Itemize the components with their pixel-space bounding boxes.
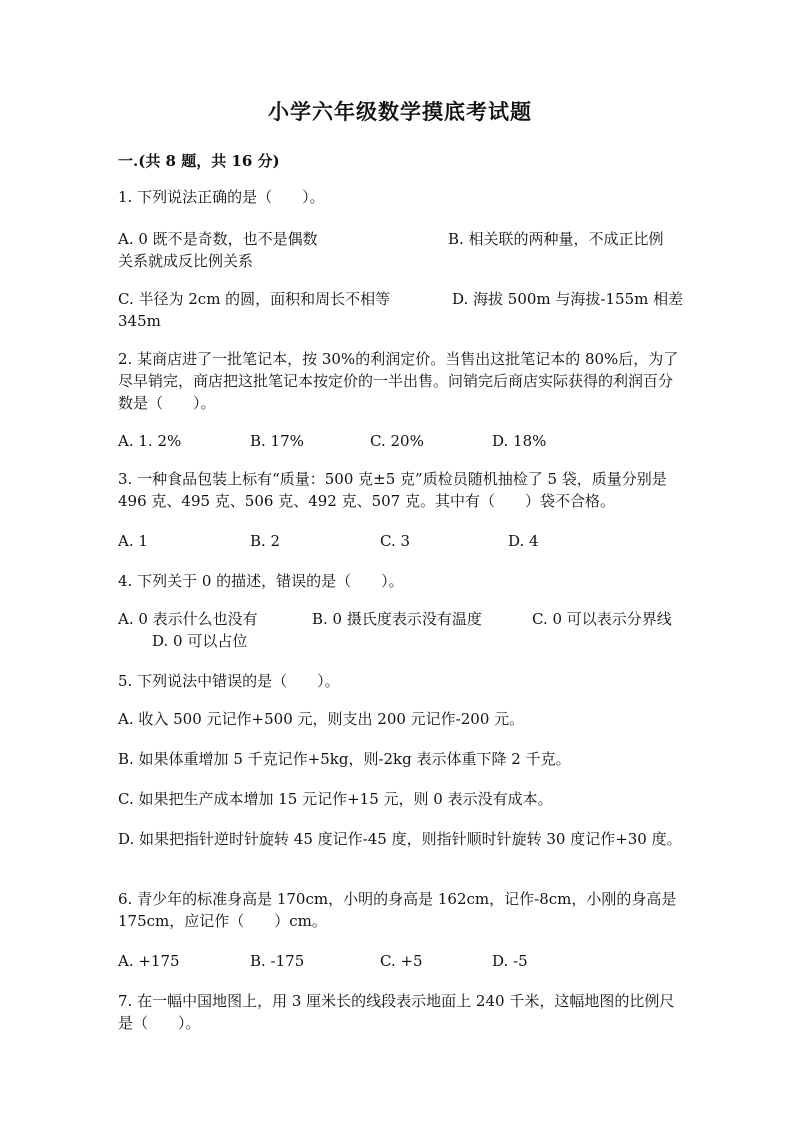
question-1-stem: 1. 下列说法正确的是（ ）。	[118, 188, 325, 206]
question-4-option-d: D. 0 可以占位	[152, 632, 248, 650]
question-2-option-a: A. 1. 2%	[118, 432, 182, 450]
question-1-option-d: D. 海拔 500m 与海拔-155m 相差	[452, 290, 684, 308]
question-3-option-d: D. 4	[508, 532, 539, 550]
question-6-stem: 6. 青少年的标准身高是 170cm，小明的身高是 162cm，记作-8cm，小刚的身高是 175cm，应记作（ ）cm。	[118, 890, 677, 930]
question-5-option-d: D. 如果把指针逆时针旋转 45 度记作-45 度，则指针顺时针旋转 30 度记作+30 度。	[118, 830, 682, 848]
question-4-stem: 4. 下列关于 0 的描述，错误的是（ ）。	[118, 572, 404, 590]
question-3-option-c: C. 3	[380, 532, 411, 550]
question-6-option-c: C. +5	[380, 952, 423, 970]
question-2-option-d: D. 18%	[492, 432, 547, 450]
question-4-option-a: A. 0 表示什么也没有	[118, 610, 258, 628]
question-1-option-d-continued: 345m	[118, 312, 161, 330]
question-1-option-a: A. 0 既不是奇数，也不是偶数	[118, 230, 318, 248]
question-5-option-c: C. 如果把生产成本增加 15 元记作+15 元，则 0 表示没有成本。	[118, 790, 553, 808]
question-1-option-b: B. 相关联的两种量，不成正比例	[448, 230, 664, 248]
question-5-stem: 5. 下列说法中错误的是（ ）。	[118, 672, 340, 690]
question-4-option-b: B. 0 摄氏度表示没有温度	[312, 610, 482, 628]
page-title: 小学六年级数学摸底考试题	[268, 99, 532, 124]
question-6-option-a: A. +175	[118, 952, 180, 970]
question-1-option-b-continued: 关系就成反比例关系	[118, 252, 254, 270]
question-6-option-b: B. -175	[250, 952, 305, 970]
question-6-option-d: D. -5	[492, 952, 528, 970]
question-2-stem: 2. 某商店进了一批笔记本，按 30%的利润定价。当售出这批笔记本的 80%后，为了尽早销完，商店把这批笔记本按定价的一半出售。问销完后商店实际获得的利润百分数是（ ）。	[118, 350, 679, 412]
question-3-option-a: A. 1	[118, 532, 148, 550]
section-heading: 一.(共 8 题，共 16 分)	[118, 152, 280, 170]
question-5-option-a: A. 收入 500 元记作+500 元，则支出 200 元记作-200 元。	[118, 710, 525, 728]
question-7-stem: 7. 在一幅中国地图上，用 3 厘米长的线段表示地面上 240 千米，这幅地图的比例尺是（ ）。	[118, 992, 675, 1032]
question-4-option-c: C. 0 可以表示分界线	[532, 610, 672, 628]
question-3-option-b: B. 2	[250, 532, 281, 550]
question-2-option-b: B. 17%	[250, 432, 304, 450]
question-5-option-b: B. 如果体重增加 5 千克记作+5kg，则-2kg 表示体重下降 2 千克。	[118, 750, 571, 768]
question-3-stem: 3. 一种食品包装上标有“质量：500 克±5 克”质检员随机抽检了 5 袋，质量分别是 496 克、495 克、506 克、492 克、507 克。其中有（ ）袋不合格。	[118, 470, 667, 510]
question-1-option-c: C. 半径为 2cm 的圆，面积和周长不相等	[118, 290, 391, 308]
question-2-option-c: C. 20%	[370, 432, 424, 450]
